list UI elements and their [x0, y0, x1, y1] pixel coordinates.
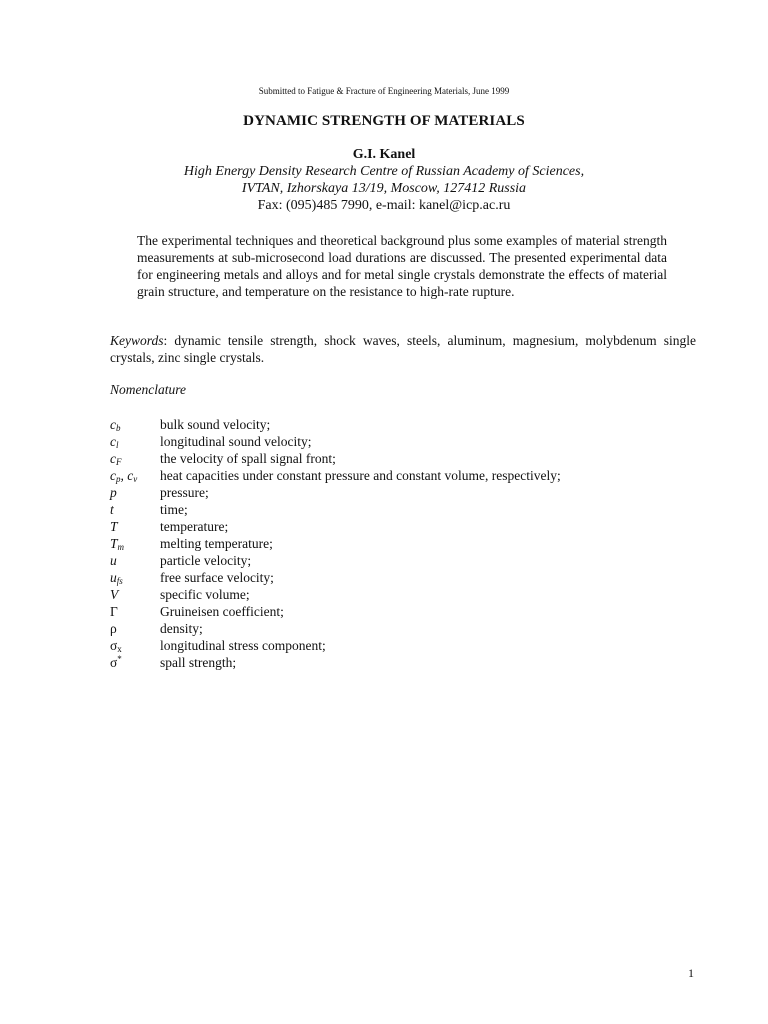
nomenclature-symbol: p — [110, 485, 117, 500]
nomenclature-item — [110, 586, 710, 603]
keywords-text: : dynamic tensile strength, shock waves, steels, aluminum, magnesium, molybdenum single crystals, zinc single crystals. — [110, 333, 696, 365]
nomenclature-symbol: t — [110, 502, 114, 517]
nomenclature-item — [110, 501, 710, 518]
keywords — [110, 332, 696, 366]
affiliation-line-1: High Energy Density Research Centre of Russian Academy of Sciences, — [183, 164, 585, 179]
nomenclature-description: specific volume; — [160, 587, 250, 602]
nomenclature-description: melting temperature; — [160, 536, 273, 551]
nomenclature-item — [110, 552, 710, 569]
page-number: 1 — [688, 966, 694, 980]
nomenclature-title: Nomenclature — [110, 382, 186, 397]
nomenclature-symbol: $u_{fs}$ — [110, 570, 123, 586]
nomenclature-description: particle velocity; — [160, 553, 252, 568]
nomenclature-symbol: Γ — [110, 604, 118, 619]
nomenclature-item — [110, 467, 710, 484]
nomenclature-description: spall strength; — [160, 655, 237, 670]
nomenclature-description: time; — [160, 502, 188, 517]
nomenclature-symbol: $c_b$ — [110, 417, 121, 433]
nomenclature-description: longitudinal stress component; — [160, 638, 326, 653]
nomenclature-description: Gruineisen coefficient; — [160, 604, 284, 619]
nomenclature-symbol: V — [110, 587, 119, 602]
author-name: G.I. Kanel — [352, 147, 416, 162]
nomenclature-item — [110, 603, 710, 620]
nomenclature-item — [110, 569, 710, 586]
nomenclature-item — [110, 637, 710, 654]
nomenclature-symbol: $c_l$ — [110, 434, 119, 450]
nomenclature-item — [110, 450, 710, 467]
nomenclature-symbol: u — [110, 553, 117, 568]
nomenclature-description: pressure; — [160, 485, 209, 500]
nomenclature-symbol: $c_F$ — [110, 451, 122, 467]
keywords-label: Keywords — [110, 333, 164, 348]
nomenclature-symbol: σ* — [110, 654, 122, 670]
abstract: The experimental techniques and theoretical background plus some examples of material strength measurements at sub-microsecond load durations are discussed. The presented experimental data for engineering metals and alloys and for metal single crystals demonstrate the effects of material grain structure, and temperature on the resistance to high-rate rupture. — [137, 233, 667, 299]
nomenclature-description: heat capacities under constant pressure and constant volume, respectively; — [160, 468, 561, 483]
nomenclature-description: density; — [160, 621, 203, 636]
nomenclature-symbol: ρ — [110, 621, 117, 636]
nomenclature-symbol: T — [110, 519, 118, 534]
nomenclature-item — [110, 620, 710, 637]
nomenclature-item — [110, 484, 710, 501]
nomenclature-item — [110, 654, 710, 671]
nomenclature-description: free surface velocity; — [160, 570, 274, 585]
nomenclature-symbol: $\sigma_x$ — [110, 638, 122, 654]
nomenclature-symbol: $T_m$ — [110, 536, 125, 552]
nomenclature-item — [110, 518, 710, 535]
nomenclature-item — [110, 416, 710, 433]
nomenclature-description: temperature; — [160, 519, 229, 534]
nomenclature-description: the velocity of spall signal front; — [160, 451, 336, 466]
nomenclature-description: bulk sound velocity; — [160, 417, 271, 432]
affiliation-line-2: IVTAN, Izhorskaya 13/19, Moscow, 127412 Russia — [241, 181, 527, 196]
nomenclature-symbol: $c_p$, $c_v$ — [110, 468, 138, 484]
paper-title: DYNAMIC STRENGTH OF MATERIALS — [243, 113, 525, 129]
nomenclature-description: longitudinal sound velocity; — [160, 434, 312, 449]
submission-note: Submitted to Fatigue & Fracture of Engineering Materials, June 1999 — [258, 86, 510, 96]
nomenclature-item — [110, 535, 710, 552]
nomenclature-item — [110, 433, 710, 450]
nomenclature-list — [110, 416, 710, 671]
contact-line: Fax: (095)485 7990, e-mail: kanel@icp.ac.ru — [257, 198, 511, 213]
